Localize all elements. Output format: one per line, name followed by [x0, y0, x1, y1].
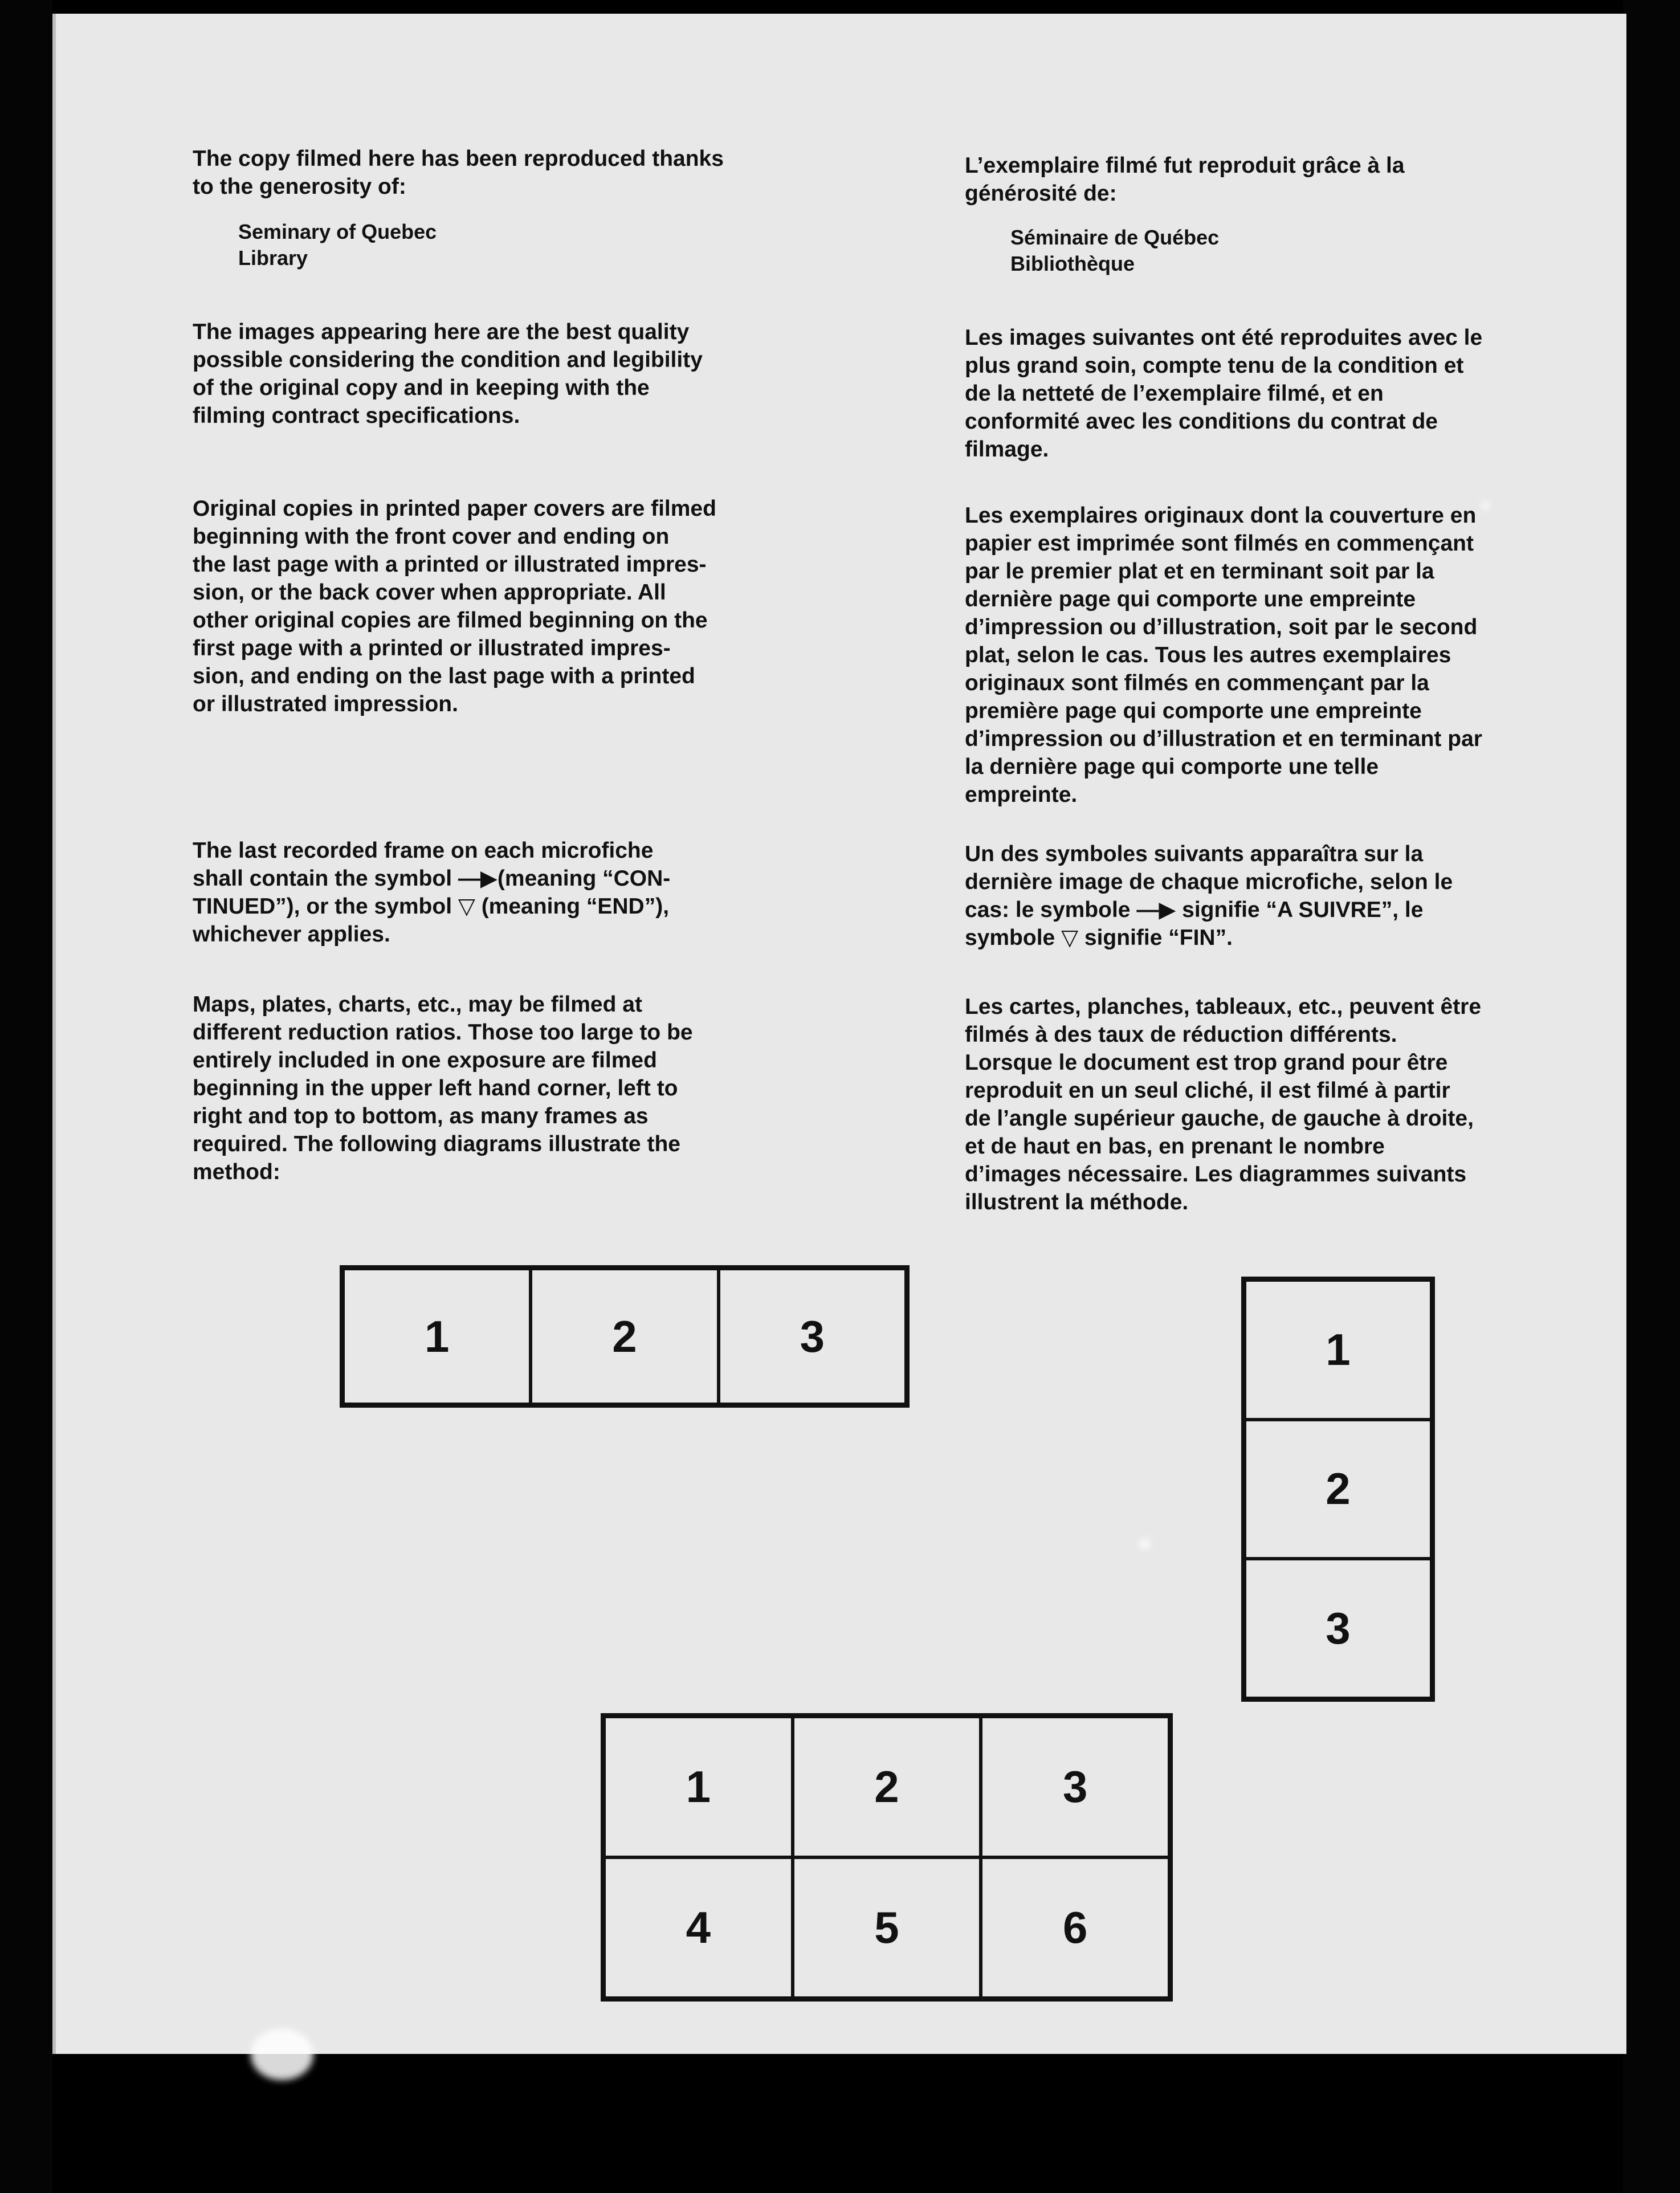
- fr-institution: [965, 225, 1654, 277]
- text-line: filming contract specifications.: [193, 403, 520, 428]
- text-line: Séminaire de Québec: [1010, 226, 1220, 249]
- frame-cell: 4: [604, 1857, 793, 1998]
- text-line: right and top to bottom, as many frames as: [193, 1104, 649, 1128]
- text-line: filmés à des taux de réduction différents.: [965, 1022, 1397, 1047]
- text-line: empreinte.: [965, 782, 1078, 807]
- text-line: TINUED”), or the symbol ▽ (meaning “END”),: [193, 894, 670, 919]
- text-line: Maps, plates, charts, etc., may be filmed at: [193, 992, 642, 1017]
- text-line: originaux sont filmés en commençant par la: [965, 671, 1429, 695]
- text-line: possible considering the condition and legibility: [193, 348, 703, 372]
- text-line: Bibliothèque: [1010, 252, 1135, 275]
- film-edge-left: [0, 0, 52, 2193]
- text-line: Les images suivantes ont été reproduites avec le: [965, 325, 1483, 350]
- text-line: et de haut en bas, en prenant le nombre: [965, 1134, 1385, 1159]
- text-line: de l’angle supérieur gauche, de gauche à droite,: [965, 1106, 1474, 1131]
- text-line: required. The following diagrams illustrate the: [193, 1132, 680, 1156]
- text-line: Lorsque le document est trop grand pour être: [965, 1050, 1448, 1075]
- en-thanks-paragraph: [193, 145, 899, 201]
- text-line: Un des symboles suivants apparaîtra sur la: [965, 842, 1424, 866]
- frame-cell: 1: [1245, 1280, 1432, 1420]
- text-line: the last page with a printed or illustrated impres-: [193, 552, 707, 577]
- text-line: The images appearing here are the best quality: [193, 320, 690, 344]
- text-line: L’exemplaire filmé fut reproduit grâce à la: [965, 153, 1405, 178]
- text-line: de la netteté de l’exemplaire filmé, et en: [965, 381, 1384, 406]
- fr-covers-paragraph: [965, 502, 1654, 809]
- microfiche-target-page: [52, 14, 1626, 2054]
- fr-maps-paragraph: [965, 993, 1654, 1216]
- text-line: d’impression ou d’illustration, soit par le second: [965, 615, 1478, 639]
- en-covers-paragraph: [193, 495, 899, 718]
- frame-cell: 5: [793, 1857, 981, 1998]
- text-line: Library: [238, 246, 308, 270]
- diagram-grid-two-by-three: [601, 1713, 1173, 2002]
- frame-cell: 1: [343, 1269, 531, 1404]
- film-speck: [251, 2029, 313, 2080]
- en-symbols-paragraph: [193, 837, 899, 948]
- text-line: première page qui comporte une empreinte: [965, 699, 1422, 723]
- frame-cell: 2: [531, 1269, 718, 1404]
- text-line: Original copies in printed paper covers are filmed: [193, 496, 716, 521]
- frame-cell: 3: [719, 1269, 906, 1404]
- diagram-column-of-three: [1241, 1277, 1435, 1702]
- text-line: of the original copy and in keeping with the: [193, 376, 650, 400]
- text-line: first page with a printed or illustrated impres-: [193, 636, 671, 661]
- text-line: The last recorded frame on each microfiche: [193, 838, 654, 863]
- text-line: The copy filmed here has been reproduced thanks: [193, 146, 724, 171]
- text-line: cas: le symbole —▶ signifie “A SUIVRE”, le: [965, 898, 1424, 922]
- text-line: different reduction ratios. Those too large to be: [193, 1020, 693, 1045]
- text-line: par le premier plat et en terminant soit par la: [965, 559, 1434, 584]
- en-maps-paragraph: [193, 990, 899, 1186]
- text-line: filmage.: [965, 437, 1049, 462]
- text-line: conformité avec les conditions du contrat de: [965, 409, 1438, 434]
- frame-cell: 3: [981, 1717, 1169, 1857]
- text-line: Seminary of Quebec: [238, 220, 437, 243]
- film-speck: [1140, 1539, 1150, 1549]
- film-speck: [1482, 502, 1490, 509]
- text-line: other original copies are filmed beginning on the: [193, 608, 708, 633]
- text-line: entirely included in one exposure are filmed: [193, 1048, 657, 1073]
- text-line: plus grand soin, compte tenu de la condition et: [965, 353, 1464, 378]
- text-line: method:: [193, 1160, 280, 1184]
- text-line: dernière image de chaque microfiche, selon le: [965, 870, 1453, 894]
- text-line: shall contain the symbol —▶(meaning “CON-: [193, 866, 671, 891]
- text-line: la dernière page qui comporte une telle: [965, 755, 1379, 779]
- text-line: Les exemplaires originaux dont la couverture en: [965, 503, 1477, 528]
- diagram-row-of-three: [340, 1265, 910, 1408]
- text-line: générosité de:: [965, 181, 1117, 206]
- en-quality-paragraph: [193, 318, 899, 430]
- frame-cell: 6: [981, 1857, 1169, 1998]
- text-line: sion, and ending on the last page with a printed: [193, 664, 695, 688]
- frame-cell: 2: [793, 1717, 981, 1857]
- frame-cell: 2: [1245, 1420, 1432, 1559]
- text-line: illustrent la méthode.: [965, 1190, 1189, 1214]
- text-line: dernière page qui comporte une empreinte: [965, 587, 1416, 612]
- frame-cell: 3: [1245, 1559, 1432, 1698]
- text-line: symbole ▽ signifie “FIN”.: [965, 926, 1233, 950]
- text-line: beginning in the upper left hand corner, left to: [193, 1076, 678, 1100]
- text-line: papier est imprimée sont filmés en commençant: [965, 531, 1474, 556]
- fr-symbols-paragraph: [965, 840, 1654, 952]
- text-line: or illustrated impression.: [193, 692, 458, 716]
- text-line: beginning with the front cover and ending on: [193, 524, 670, 549]
- text-line: reproduit en un seul cliché, il est filmé à partir: [965, 1078, 1450, 1103]
- text-line: d’impression ou d’illustration et en terminant par: [965, 727, 1482, 751]
- frame-cell: 1: [604, 1717, 793, 1857]
- fr-thanks-paragraph: [965, 152, 1654, 207]
- fr-quality-paragraph: [965, 324, 1654, 463]
- text-line: Les cartes, planches, tableaux, etc., peuvent être: [965, 994, 1482, 1019]
- text-line: plat, selon le cas. Tous les autres exemplaires: [965, 643, 1451, 667]
- text-line: d’images nécessaire. Les diagrammes suivants: [965, 1162, 1467, 1187]
- text-line: sion, or the back cover when appropriate. All: [193, 580, 666, 605]
- en-institution: [193, 219, 899, 271]
- text-line: to the generosity of:: [193, 174, 406, 199]
- text-line: whichever applies.: [193, 922, 390, 947]
